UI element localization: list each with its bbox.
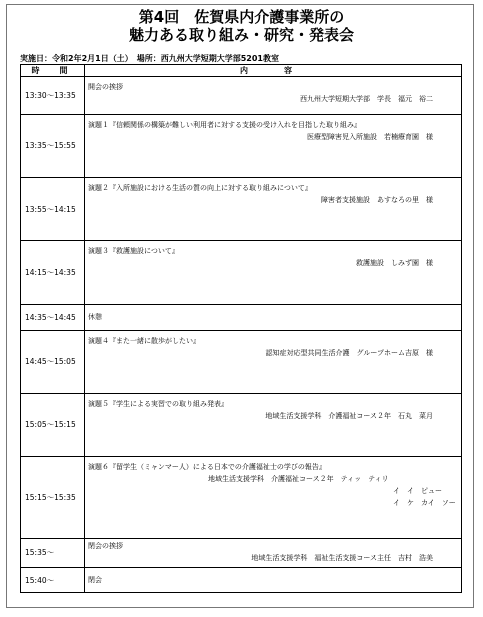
table-row	[21, 457, 462, 539]
event-meta: 実施日：令和2年2月1日（土） 場所：西九州大学短期大学部5201教室	[20, 54, 279, 63]
table-row	[21, 330, 462, 393]
row-content	[85, 178, 462, 241]
row-speaker: 医療型障害児入所施設 若楠療育園 様	[307, 132, 433, 141]
row-time: 13:55～14:15	[21, 178, 85, 241]
row-speaker: 地域生活支援学科 福祉生活支援コース主任 吉村 浩美	[251, 553, 433, 562]
header-content: 内 容	[85, 65, 462, 77]
row-title: 閉会の挨拶	[88, 541, 123, 550]
row-time: 13:35～15:55	[21, 114, 85, 177]
table-row	[21, 393, 462, 456]
table-row	[21, 241, 462, 304]
row-content	[85, 114, 462, 177]
row-time: 14:15～14:35	[21, 241, 85, 304]
row-time: 15:35～	[21, 538, 85, 567]
row-time: 14:45～15:05	[21, 330, 85, 393]
table-row	[21, 538, 462, 567]
row-title: 閉会	[85, 568, 462, 593]
row-title: 演題２『入所施設における生活の質の向上に対する取り組みについて』	[88, 184, 312, 193]
row-speaker: 障害者支援施設 あすなろの里 様	[321, 196, 433, 205]
row-title: 開会の挨拶	[88, 83, 123, 92]
row-content	[85, 241, 462, 304]
row-content	[85, 330, 462, 393]
row-content	[85, 393, 462, 456]
table-row	[21, 178, 462, 241]
row-speaker-3: イ ケ カイ ソー	[393, 499, 456, 508]
row-speaker: 地域生活支援学科 介護福祉コース２年 ティッ ティリ	[208, 475, 389, 484]
row-title: 演題６『留学生（ミャンマー人）による日本での介護福祉士の学びの報告』	[88, 463, 326, 472]
row-speaker-2: イ イ ピュー	[393, 487, 442, 496]
row-speaker: 地域生活支援学科 介護福祉コース２年 石丸 菜月	[265, 411, 433, 420]
page-title-line2: 魅力ある取り組み・研究・発表会	[128, 26, 354, 44]
row-title: 演題５『学生による実習での取り組み発表』	[88, 399, 228, 408]
row-time: 14:35～14:45	[21, 304, 85, 330]
row-speaker: 認知症対応型共同生活介護 グループホーム吉原 様	[265, 348, 433, 357]
table-row	[21, 304, 462, 330]
page-title-line1: 第4回 佐賀県内介護事業所の	[138, 8, 345, 26]
row-content	[85, 457, 462, 539]
table-row	[21, 568, 462, 593]
row-content	[85, 77, 462, 114]
row-time: 15:40～	[21, 568, 85, 593]
row-title: 演題３『救護施設について』	[88, 247, 179, 256]
row-time: 15:15～15:35	[21, 457, 85, 539]
row-speaker: 西九州大学短期大学部 学長 福元 裕二	[300, 95, 433, 104]
row-title: 演題１『信頼関係の構築が難しい利用者に対する支援の受け入れを目指した取り組み』	[88, 120, 361, 129]
table-row	[21, 114, 462, 177]
row-title: 演題４『また一緒に散歩がしたい』	[88, 336, 200, 345]
program-table	[20, 64, 462, 593]
row-content	[85, 538, 462, 567]
row-title: 休憩	[85, 304, 462, 330]
header-time: 時 間	[21, 65, 85, 77]
table-row	[21, 77, 462, 114]
row-time: 13:30～13:35	[21, 77, 85, 114]
row-speaker: 救護施設 しみず園 様	[356, 259, 433, 268]
row-time: 15:05～15:15	[21, 393, 85, 456]
